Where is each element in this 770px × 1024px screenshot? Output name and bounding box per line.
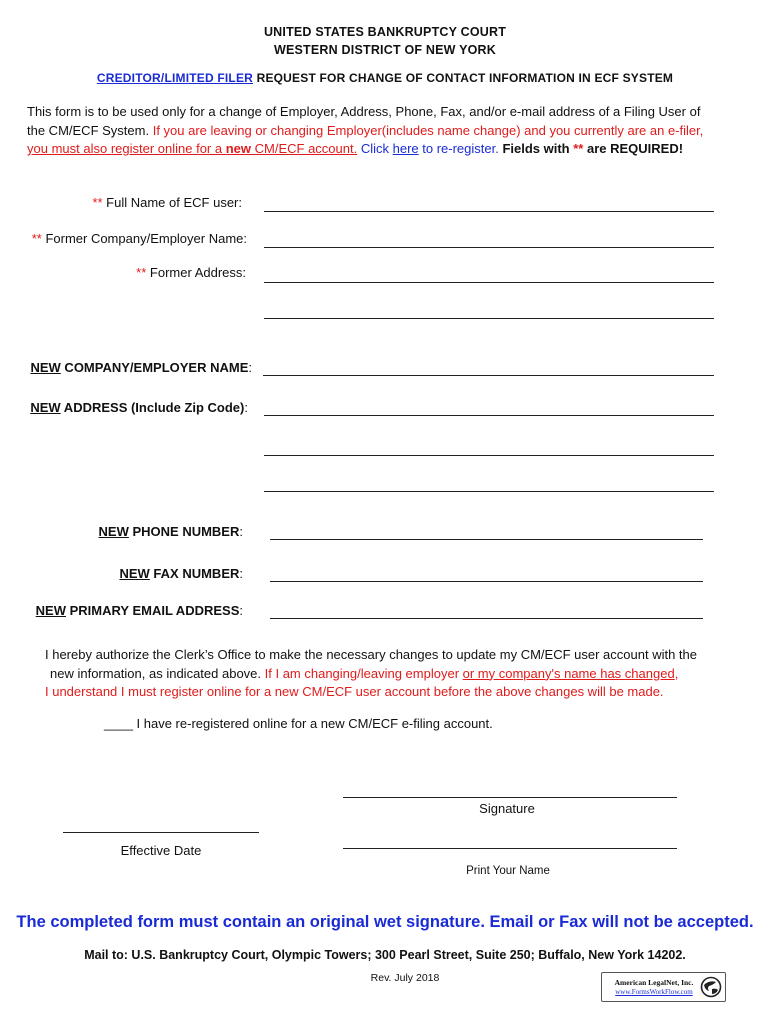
intro-line-3-red [27, 141, 357, 156]
new-fax-label [119, 566, 243, 581]
revision-date: Rev. July 2018 [370, 972, 440, 984]
required-marker: ** [92, 195, 103, 210]
court-name: UNITED STATES BANKRUPTCY COURT [263, 25, 507, 39]
effective-date-input-line[interactable] [63, 832, 259, 833]
intro-required-stars: ** [573, 141, 584, 156]
new-fax-input-line[interactable] [270, 581, 703, 582]
reregistered-statement [104, 716, 493, 731]
new-address-input-line-1[interactable] [264, 415, 714, 416]
former-address-input-line-1[interactable] [264, 282, 714, 283]
colon: : [248, 360, 252, 375]
former-company-label-text: Former Company/Employer Name: [41, 231, 247, 246]
form-title-rest: REQUEST FOR CHANGE OF CONTACT INFORMATION IN ECF SYSTEM [253, 71, 674, 85]
former-company-input-line[interactable] [264, 247, 714, 248]
full-name-input-line[interactable] [264, 211, 714, 212]
print-name-input-line[interactable] [343, 848, 677, 849]
former-address-label-text: Former Address: [146, 265, 246, 280]
former-address-label [136, 265, 246, 280]
new-email-input-line[interactable] [270, 618, 703, 619]
intro-required-b: are REQUIRED! [583, 141, 684, 156]
colon: : [239, 524, 243, 539]
new-address-label-text: ADDRESS (Include Zip Code) [60, 400, 245, 415]
effective-date-label: Effective Date [120, 843, 202, 858]
intro-line-1: This form is to be used only for a change of Employer, Address, Phone, Fax, and/or e-mail address of a Filing User of [27, 104, 701, 119]
required-marker: ** [136, 265, 147, 280]
formsworkflow-link[interactable]: www.FormsWorkFlow.com [615, 988, 693, 996]
american-legalnet-name: American LegalNet, Inc. [614, 978, 694, 987]
new-word: NEW [30, 360, 61, 375]
intro-blue-a: Click [357, 141, 393, 156]
intro-line-2-black: the CM/ECF System. [27, 122, 153, 138]
required-marker: ** [31, 231, 42, 246]
auth-line-2 [45, 665, 745, 684]
intro-required-a: Fields with [498, 141, 574, 156]
auth-line-3: I understand I must register online for a new CM/ECF user account before the above changes will be made. [45, 684, 664, 699]
form-title [0, 71, 770, 85]
intro-red-a: you must also register online for a [27, 141, 226, 156]
new-word: NEW [98, 524, 129, 539]
intro-red-new: new [225, 141, 252, 156]
new-address-input-line-3[interactable] [264, 491, 714, 492]
auth-line-2-black: new information, as indicated above. [50, 665, 265, 681]
colon: : [239, 603, 243, 618]
reregister-link[interactable]: here [392, 141, 419, 156]
colon: : [244, 400, 248, 415]
print-name-label: Print Your Name [466, 865, 550, 877]
new-address-label [30, 400, 248, 415]
new-address-input-line-2[interactable] [264, 455, 714, 456]
colon: : [239, 566, 243, 581]
new-phone-input-line[interactable] [270, 539, 703, 540]
new-word: NEW [119, 566, 150, 581]
new-fax-label-text: FAX NUMBER [149, 566, 240, 581]
auth-line-2-red-b: , [674, 665, 679, 681]
new-word: NEW [35, 603, 67, 618]
new-company-label-text: COMPANY/EMPLOYER NAME [60, 360, 249, 375]
authorization-paragraph [45, 646, 745, 702]
intro-line-2-red: If you are leaving or changing Employer(includes name change) and you currently are an e-filer, [152, 122, 704, 138]
new-email-label [36, 603, 243, 618]
full-name-label-text: Full Name of ECF user: [102, 195, 242, 210]
creditor-filer-link[interactable]: CREDITOR/LIMITED FILER [96, 71, 254, 85]
full-name-label [92, 195, 242, 210]
american-legalnet-badge[interactable] [601, 972, 726, 1002]
reregistered-blank[interactable]: ____ [104, 716, 133, 731]
new-phone-label-text: PHONE NUMBER [128, 524, 240, 539]
former-company-label [32, 231, 247, 246]
new-company-label [30, 360, 252, 375]
new-word: NEW [30, 400, 61, 415]
intro-line-2 [27, 122, 747, 141]
auth-line-1: I hereby authorize the Clerk’s Office to make the necessary changes to update my CM/ECF user account with the [45, 647, 698, 662]
reregistered-text: I have re-registered online for a new CM/ECF e-filing account. [132, 716, 493, 731]
signature-label: Signature [479, 801, 535, 816]
new-company-input-line[interactable] [263, 375, 714, 376]
intro-line-3 [27, 140, 747, 159]
intro-paragraph [27, 103, 747, 159]
auth-line-2-red-underlined: or my company's name has changed [462, 665, 675, 681]
wet-signature-notice: The completed form must contain an original wet signature. Email or Fax will not be accepted. [16, 913, 754, 931]
intro-red-b: CM/ECF account. [251, 141, 358, 156]
new-email-label-text: PRIMARY EMAIL ADDRESS [66, 603, 240, 618]
district-name: WESTERN DISTRICT OF NEW YORK [273, 43, 497, 57]
mailing-address: Mail to: U.S. Bankruptcy Court, Olympic Towers; 300 Pearl Street, Suite 250; Buffalo, New York 14202. [84, 948, 686, 962]
signature-input-line[interactable] [343, 797, 677, 798]
intro-blue-b: to re-register. [418, 141, 499, 156]
new-phone-label [99, 524, 243, 539]
former-address-input-line-2[interactable] [264, 318, 714, 319]
auth-line-2-red-a: If I am changing/leaving employer [264, 665, 463, 681]
legalnet-globe-icon [700, 976, 722, 998]
